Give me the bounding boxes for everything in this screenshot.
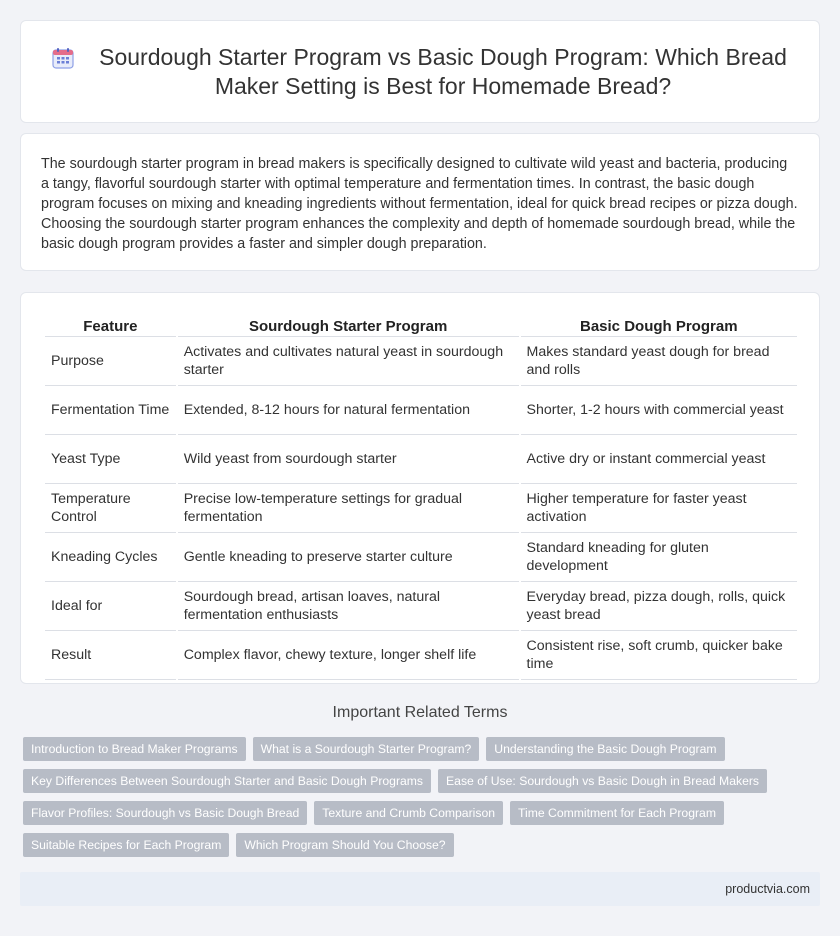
table-cell-sourdough: Sourdough bread, artisan loaves, natural fermentation enthusiasts bbox=[178, 582, 519, 631]
related-term-tag[interactable]: Texture and Crumb Comparison bbox=[314, 801, 503, 825]
related-term-tag[interactable]: Time Commitment for Each Program bbox=[510, 801, 724, 825]
related-term-tag[interactable]: Introduction to Bread Maker Programs bbox=[23, 737, 246, 761]
table-cell-feature: Temperature Control bbox=[45, 484, 176, 533]
related-term-tag[interactable]: Which Program Should You Choose? bbox=[236, 833, 453, 857]
table-row bbox=[45, 386, 797, 435]
column-header-basic: Basic Dough Program bbox=[521, 315, 797, 337]
comparison-table bbox=[43, 315, 799, 680]
summary-card bbox=[20, 133, 820, 271]
table-cell-sourdough: Extended, 8-12 hours for natural fermentation bbox=[178, 386, 519, 435]
table-cell-sourdough: Gentle kneading to preserve starter culture bbox=[178, 533, 519, 582]
related-terms-list bbox=[23, 737, 823, 857]
table-cell-basic: Consistent rise, soft crumb, quicker bake time bbox=[521, 631, 797, 680]
page-title: Sourdough Starter Program vs Basic Dough Program: Which Bread Maker Setting is Best for Homemade Bread? bbox=[99, 43, 787, 99]
table-cell-basic: Everyday bread, pizza dough, rolls, quick yeast bread bbox=[521, 582, 797, 631]
table-cell-sourdough: Precise low-temperature settings for gradual fermentation bbox=[178, 484, 519, 533]
footer-site-name: productvia.com bbox=[725, 882, 810, 896]
table-cell-basic: Shorter, 1-2 hours with commercial yeast bbox=[521, 386, 797, 435]
related-term-tag[interactable]: Key Differences Between Sourdough Starter and Basic Dough Programs bbox=[23, 769, 431, 793]
footer bbox=[20, 872, 820, 906]
table-cell-feature: Kneading Cycles bbox=[45, 533, 176, 582]
table-cell-basic: Higher temperature for faster yeast activation bbox=[521, 484, 797, 533]
related-terms-heading: Important Related Terms bbox=[332, 704, 508, 721]
table-cell-basic: Makes standard yeast dough for bread and rolls bbox=[521, 337, 797, 386]
related-term-tag[interactable]: Ease of Use: Sourdough vs Basic Dough in Bread Makers bbox=[438, 769, 767, 793]
related-term-tag[interactable]: What is a Sourdough Starter Program? bbox=[253, 737, 480, 761]
table-row bbox=[45, 631, 797, 680]
column-header-feature: Feature bbox=[45, 315, 176, 337]
summary-text: The sourdough starter program in bread makers is specifically designed to cultivate wild yeast and bacteria, producing a tangy, flavorful sourdough starter with optimal temperature and fermentation times. In contrast, the basic dough program focuses on mixing and kneading ingredients without fermentation, ideal for quick bread recipes or pizza dough. Choosing the sourdough starter program enhances the complexity and depth of homemade sourdough bread, while the basic dough program provides a faster and simpler dough preparation. bbox=[41, 156, 798, 252]
related-term-tag[interactable]: Flavor Profiles: Sourdough vs Basic Dough Bread bbox=[23, 801, 307, 825]
table-cell-basic: Standard kneading for gluten development bbox=[521, 533, 797, 582]
table-header-row bbox=[45, 315, 797, 337]
table-cell-feature: Ideal for bbox=[45, 582, 176, 631]
table-cell-basic: Active dry or instant commercial yeast bbox=[521, 435, 797, 484]
table-cell-feature: Fermentation Time bbox=[45, 386, 176, 435]
related-term-tag[interactable]: Understanding the Basic Dough Program bbox=[486, 737, 724, 761]
title-card bbox=[20, 20, 820, 123]
table-cell-sourdough: Wild yeast from sourdough starter bbox=[178, 435, 519, 484]
table-cell-feature: Result bbox=[45, 631, 176, 680]
table-row bbox=[45, 435, 797, 484]
table-row bbox=[45, 484, 797, 533]
comparison-table-card bbox=[20, 292, 820, 684]
table-row bbox=[45, 337, 797, 386]
table-cell-feature: Purpose bbox=[45, 337, 176, 386]
column-header-sourdough: Sourdough Starter Program bbox=[178, 315, 519, 337]
table-row bbox=[45, 533, 797, 582]
related-term-tag[interactable]: Suitable Recipes for Each Program bbox=[23, 833, 229, 857]
calendar-icon bbox=[51, 46, 75, 70]
table-cell-feature: Yeast Type bbox=[45, 435, 176, 484]
table-cell-sourdough: Complex flavor, chewy texture, longer shelf life bbox=[178, 631, 519, 680]
table-cell-sourdough: Activates and cultivates natural yeast in sourdough starter bbox=[178, 337, 519, 386]
table-row bbox=[45, 582, 797, 631]
